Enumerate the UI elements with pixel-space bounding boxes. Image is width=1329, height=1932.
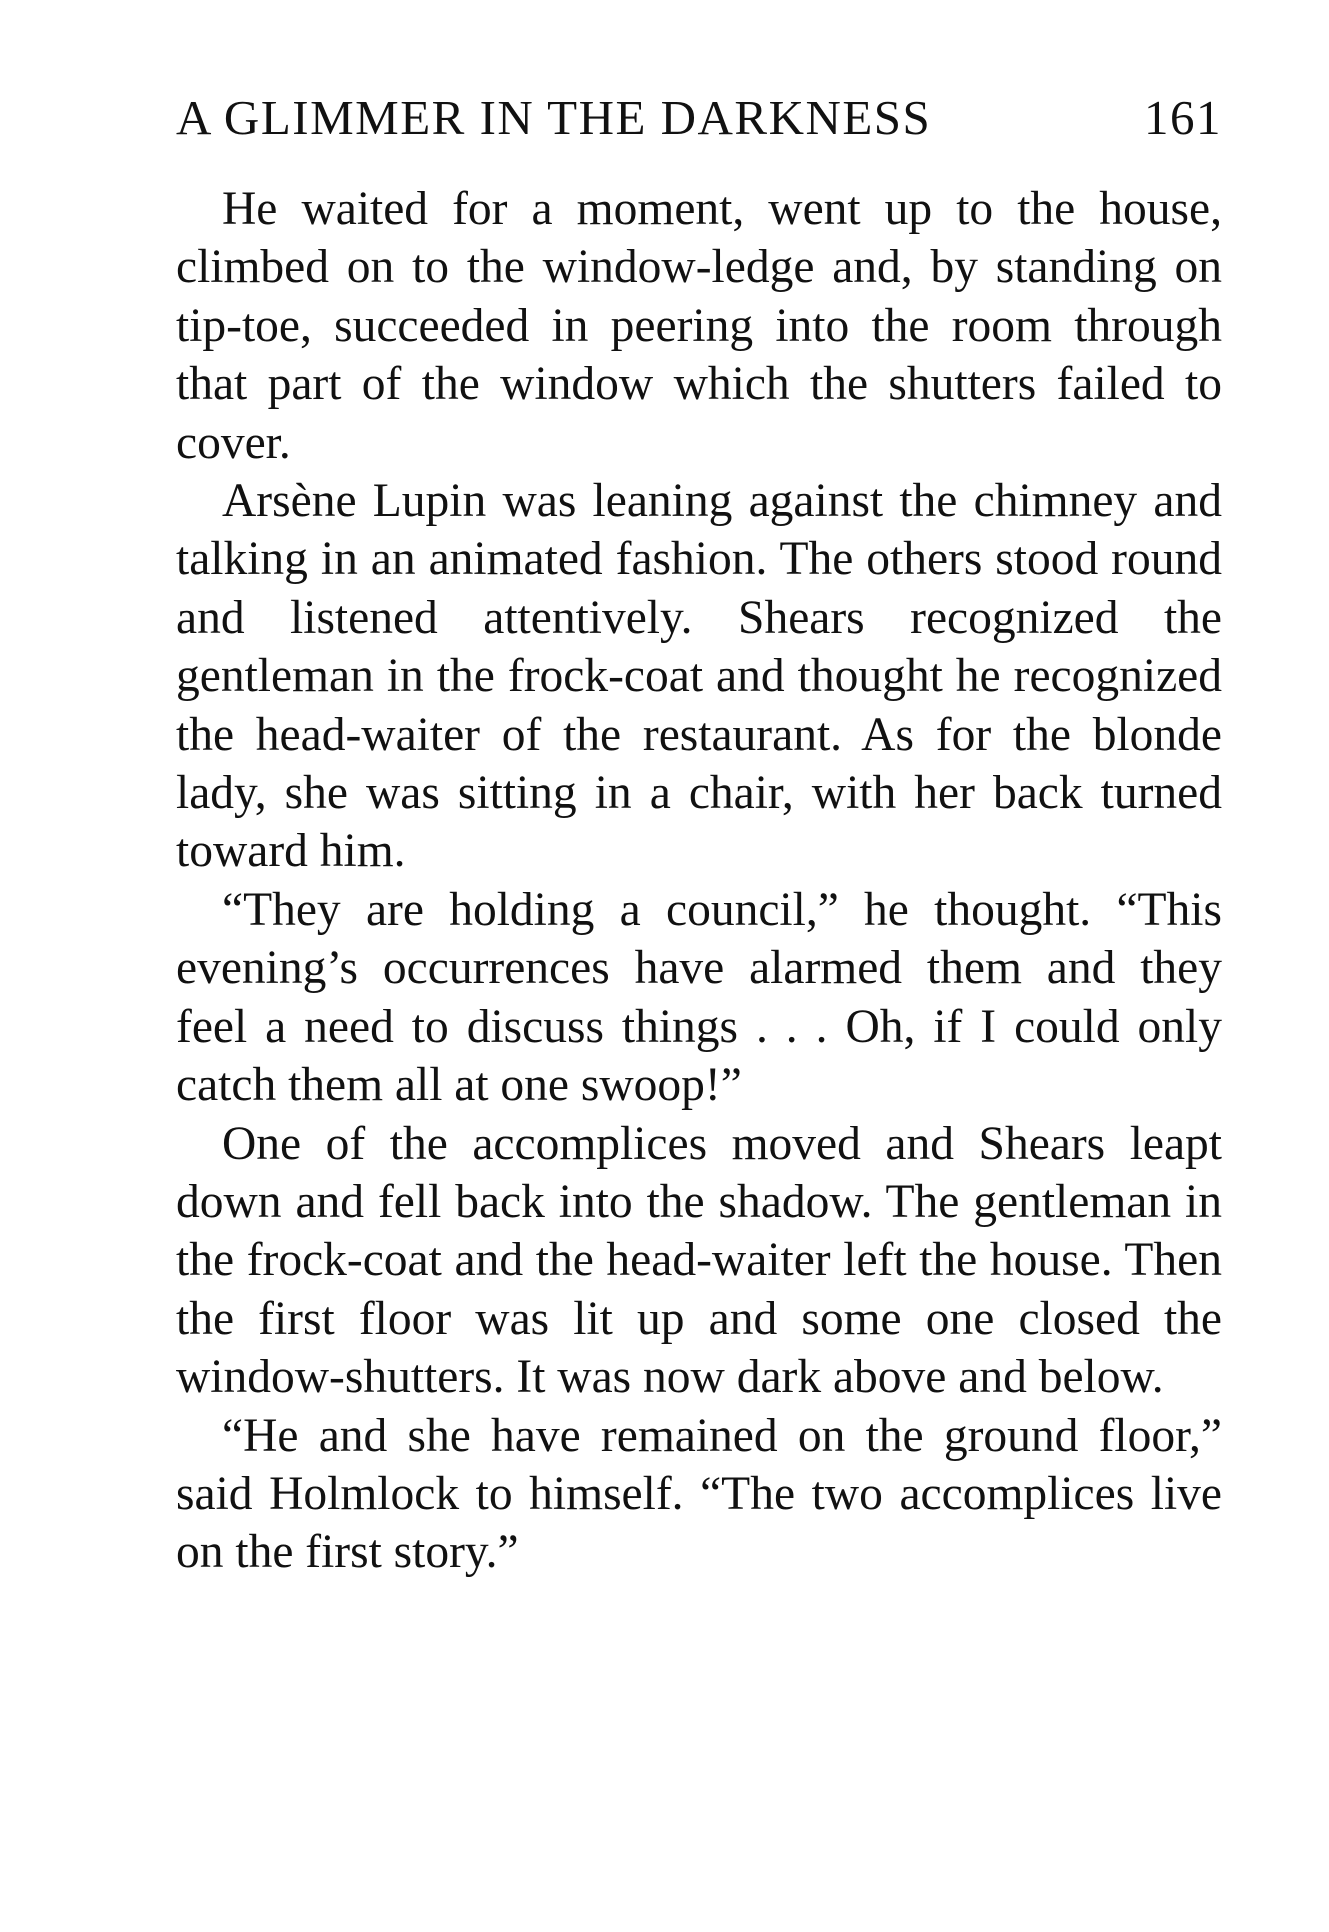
paragraph-3: “They are holding a council,” he thought. “This evening’s occurrences have alarmed them and they feel a need to discuss things . . . Oh, if I could only catch them all at one swoop!” — [176, 883, 1222, 1112]
paragraph-2: Arsène Lupin was leaning against the chimney and talking in an animated fashion. The others stood round and listened attentively. Shears recognized the gentleman in the frock-coat and thought he recognized the head-waiter of the restaurant. As for the blonde lady, she was sitting in a chair, with her back turned toward him. — [176, 475, 1222, 878]
running-header — [176, 86, 1222, 150]
book-page — [176, 86, 1222, 1582]
chapter-title: A GLIMMER IN THE DARKNESS — [176, 90, 932, 145]
paragraph-1: He waited for a moment, went up to the house, climbed on to the window-ledge and, by standing on tip-toe, succeeded in peering into the room through that part of the window which the shutters failed to cover. — [176, 183, 1222, 469]
paragraph-5: “He and she have remained on the ground floor,” said Holmlock to himself. “The two accomplices live on the first story.” — [176, 1409, 1222, 1579]
page-number: 161 — [1144, 90, 1222, 145]
paragraph-4: One of the accomplices moved and Shears leapt down and fell back into the shadow. The gentleman in the frock-coat and the head-waiter left the house. Then the first floor was lit up and some one closed the window-shutters. It was now dark above and below. — [176, 1117, 1222, 1404]
page-body — [176, 180, 1222, 1582]
